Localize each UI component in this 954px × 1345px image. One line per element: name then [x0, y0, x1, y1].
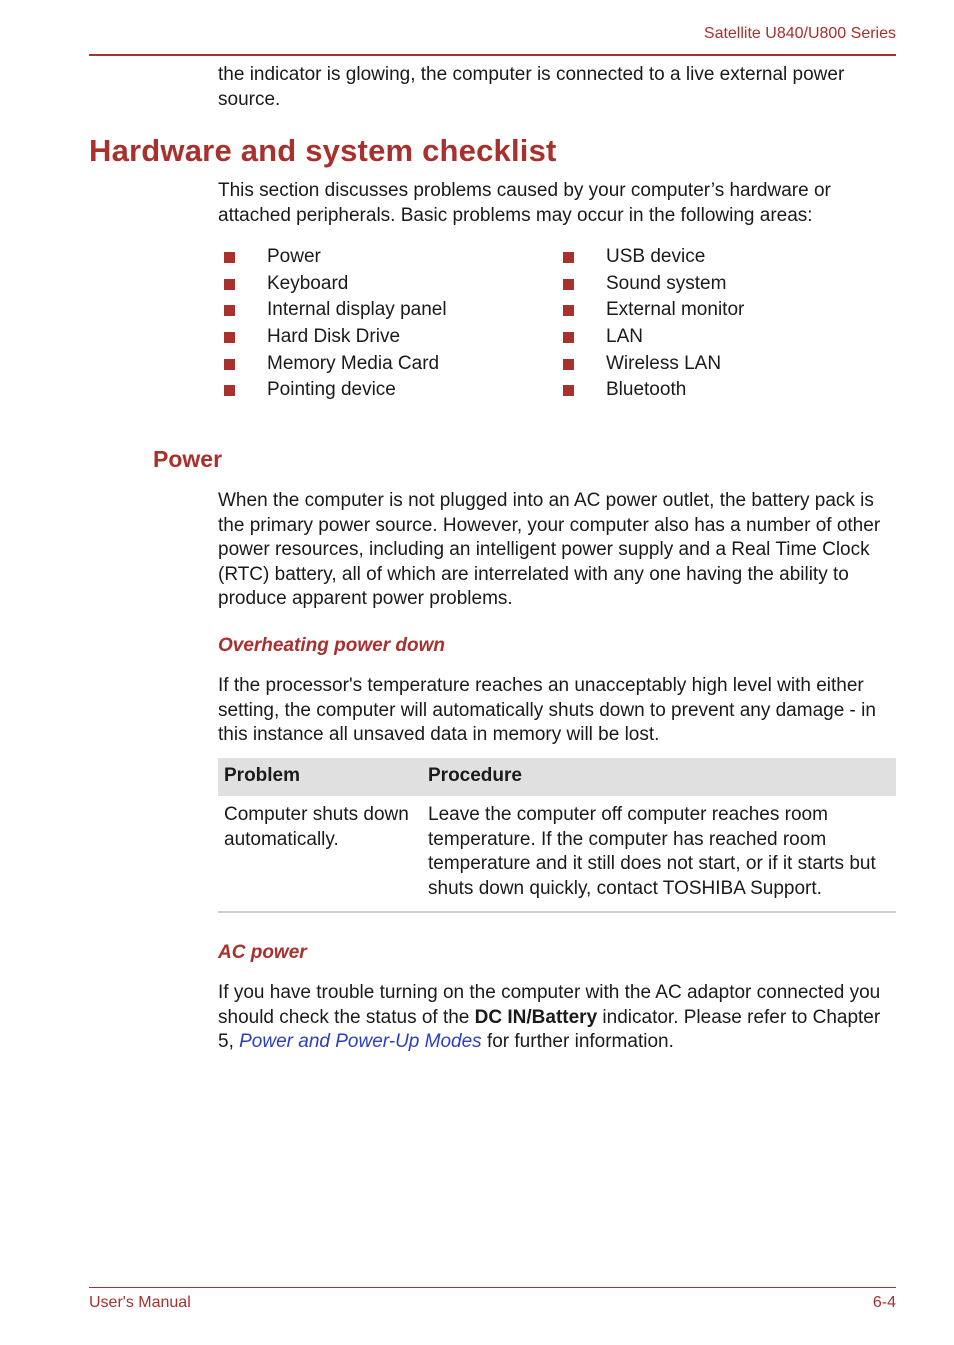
ac-power-paragraph: If you have trouble turning on the computer with the AC adaptor connected you should check the status of the DC IN/Battery indicator. Please refer to Chapter 5, Power and Power-Up Modes for further information.	[218, 982, 881, 1052]
list-item: Bluetooth	[563, 377, 744, 404]
overheating-heading: Overheating power down	[218, 635, 445, 656]
footer-rule	[89, 1287, 896, 1288]
list-item: Power	[224, 244, 447, 271]
ac-power-heading: AC power	[218, 942, 307, 963]
power-paragraph: When the computer is not plugged into an AC power outlet, the battery pack is the primary power source. However, your computer also has a number of other power resources, including an intelligent power supply and a Real Time Clock (RTC) battery, all of which are interrelated with any one having the ability to produce apparent power problems.	[218, 490, 881, 609]
header-rule	[89, 54, 896, 56]
footer-manual-label: User's Manual	[89, 1294, 191, 1311]
indicator-name: DC IN/Battery	[474, 1006, 598, 1028]
power-heading: Power	[153, 446, 223, 472]
bullet-square-icon	[563, 332, 574, 343]
list-item: Pointing device	[224, 377, 447, 404]
bullet-square-icon	[224, 252, 235, 263]
list-item: Keyboard	[224, 271, 447, 298]
list-item: Hard Disk Drive	[224, 324, 447, 351]
bullet-square-icon	[224, 279, 235, 290]
bullet-square-icon	[224, 385, 235, 396]
bullet-square-icon	[224, 359, 235, 370]
areas-list-right	[563, 244, 744, 404]
page-number: 6-4	[872, 1294, 896, 1311]
procedure-cell: Leave the computer off computer reaches room temperature. If the computer has reached room temperature and it still does not start, or if it starts but shuts down quickly, contact TOSHIBA Support.	[422, 796, 896, 912]
list-item: Sound system	[563, 271, 744, 298]
section-intro: This section discusses problems caused by your computer’s hardware or attached peripherals. Basic problems may occur in the following areas:	[218, 180, 831, 226]
list-item: Internal display panel	[224, 297, 447, 324]
list-item: USB device	[563, 244, 744, 271]
overheating-paragraph: If the processor's temperature reaches an unacceptably high level with either setting, the computer will automatically shuts down to prevent any damage - in this instance all unsaved data in memory will be lost.	[218, 675, 876, 745]
running-header: Satellite U840/U800 Series	[703, 25, 896, 42]
table-row	[218, 796, 896, 912]
list-item: Memory Media Card	[224, 351, 447, 378]
continued-paragraph: the indicator is glowing, the computer is connected to a live external power source.	[218, 64, 845, 110]
list-item: Wireless LAN	[563, 351, 744, 378]
list-item: External monitor	[563, 297, 744, 324]
bullet-square-icon	[563, 252, 574, 263]
areas-list-left	[224, 244, 447, 404]
list-item: LAN	[563, 324, 744, 351]
chapter-link[interactable]: Power and Power-Up Modes	[239, 1031, 482, 1052]
section-title: Hardware and system checklist	[89, 133, 557, 168]
bullet-square-icon	[224, 305, 235, 316]
bullet-square-icon	[563, 279, 574, 290]
table-header-row	[218, 758, 896, 796]
problem-procedure-table	[218, 758, 896, 913]
problem-cell: Computer shuts down automatically.	[218, 796, 422, 912]
bullet-square-icon	[563, 359, 574, 370]
column-header-problem: Problem	[218, 758, 422, 796]
bullet-square-icon	[224, 332, 235, 343]
bullet-square-icon	[563, 385, 574, 396]
column-header-procedure: Procedure	[422, 758, 896, 796]
bullet-square-icon	[563, 305, 574, 316]
